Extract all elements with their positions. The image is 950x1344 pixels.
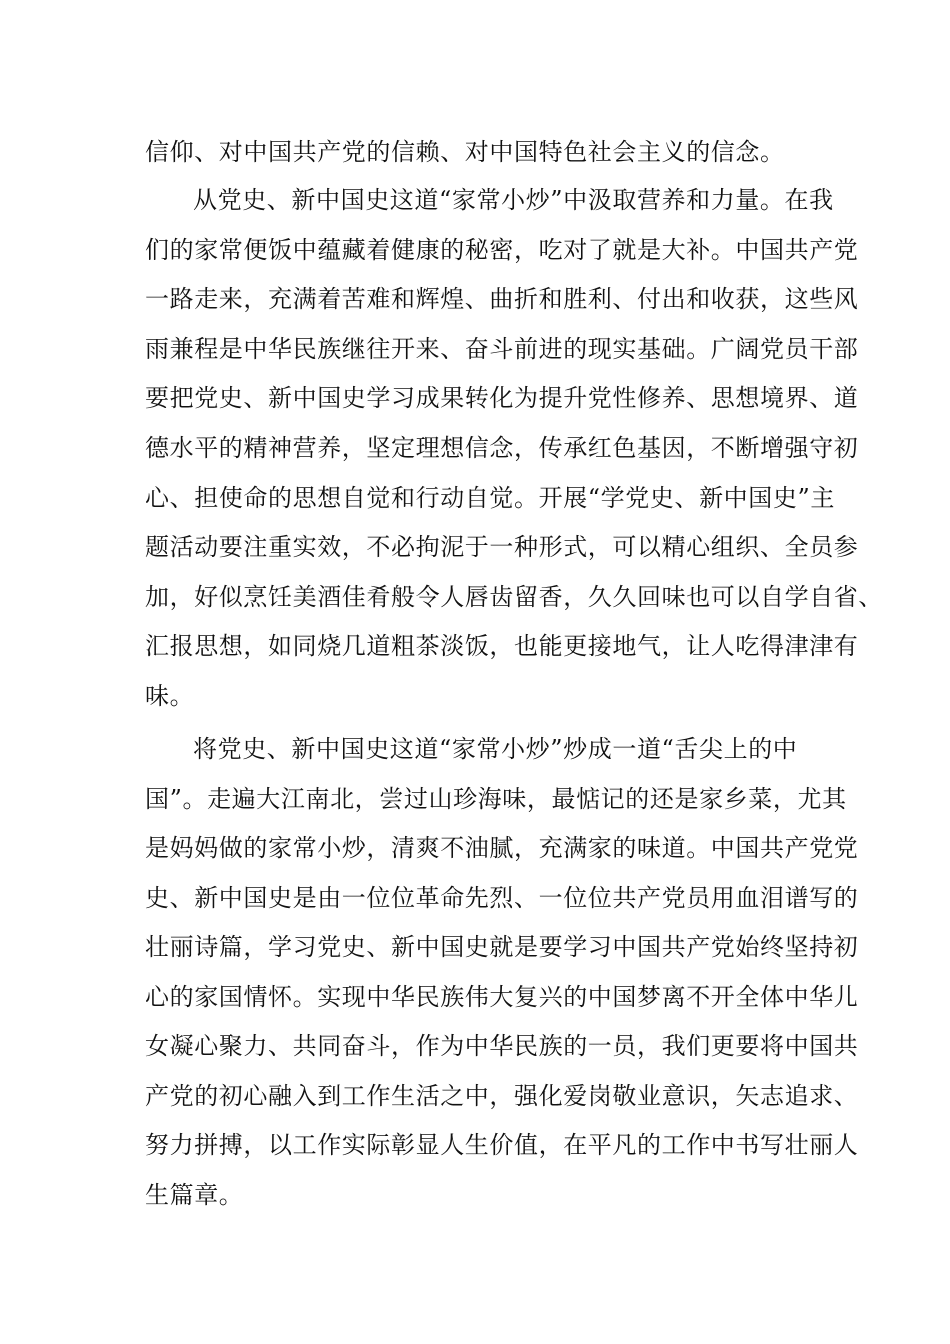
text-line: 味。 (145, 682, 195, 710)
text-line: 德水平的精神营养，坚定理想信念，传承红色基因，不断增强守初 (145, 434, 859, 462)
paragraph-first-line: 从党史、新中国史这道“家常小炒”中汲取营养和力量。在我 (193, 186, 834, 214)
text-line: 女凝心聚力、共同奋斗，作为中华民族的一员，我们更要将中国共 (145, 1032, 859, 1060)
text-line: 一路走来，充满着苦难和辉煌、曲折和胜利、付出和收获，这些风 (145, 285, 859, 313)
text-line: 信仰、对中国共产党的信赖、对中国特色社会主义的信念。 (145, 138, 785, 166)
text-line: 要把党史、新中国史学习成果转化为提升党性修养、思想境界、道 (145, 384, 859, 412)
text-line: 史、新中国史是由一位位革命先烈、一位位共产党员用血泪谱写的 (145, 884, 859, 912)
paragraph-first-line: 将党史、新中国史这道“家常小炒”炒成一道“舌尖上的中 (193, 735, 798, 763)
text-line: 努力拼搏，以工作实际彰显人生价值，在平凡的工作中书写壮丽人 (145, 1131, 859, 1159)
text-line: 加，好似烹饪美酒佳肴般令人唇齿留香，久久回味也可以自学自省、 (145, 583, 883, 611)
text-line: 生篇章。 (145, 1181, 244, 1209)
text-line: 是妈妈做的家常小炒，清爽不油腻，充满家的味道。中国共产党党 (145, 834, 859, 862)
text-line: 国”。走遍大江南北，尝过山珍海味，最惦记的还是家乡菜，尤其 (145, 785, 847, 813)
text-line: 壮丽诗篇，学习党史、新中国史就是要学习中国共产党始终坚持初 (145, 933, 859, 961)
text-line: 心、担使命的思想自觉和行动自觉。开展“学党史、新中国史”主 (145, 484, 835, 512)
text-line: 产党的初心融入到工作生活之中，强化爱岗敬业意识，矢志追求、 (145, 1082, 859, 1110)
text-line: 们的家常便饭中蕴藏着健康的秘密，吃对了就是大补。中国共产党 (145, 236, 859, 264)
text-line: 题活动要注重实效，不必拘泥于一种形式，可以精心组织、全员参 (145, 533, 859, 561)
text-line: 雨兼程是中华民族继往开来、奋斗前进的现实基础。广阔党员干部 (145, 335, 859, 363)
text-line: 心的家国情怀。实现中华民族伟大复兴的中国梦离不开全体中华儿 (145, 983, 859, 1011)
text-line: 汇报思想，如同烧几道粗茶淡饭，也能更接地气，让人吃得津津有 (145, 632, 859, 660)
